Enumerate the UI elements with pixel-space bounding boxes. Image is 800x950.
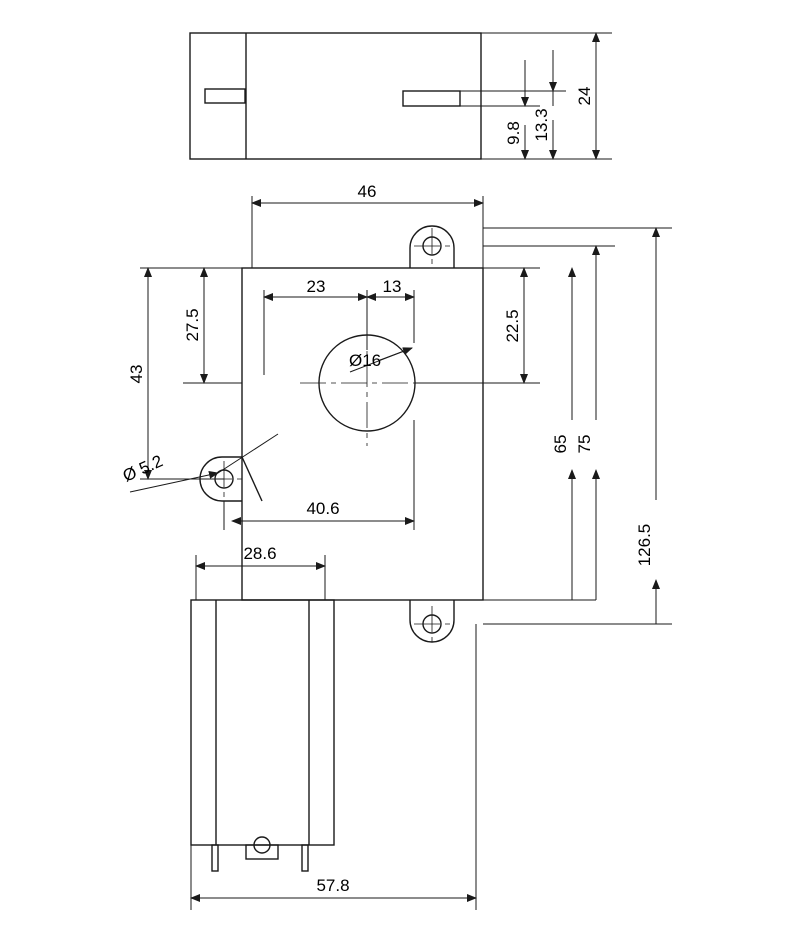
dim-46: 46	[357, 182, 377, 201]
front-view-dimension-lines	[130, 196, 672, 910]
dim-65: 65	[551, 434, 570, 454]
dim-57-8: 57.8	[316, 876, 350, 895]
dim-9-8: 9.8	[504, 121, 523, 145]
front-view-outline	[191, 226, 483, 871]
dim-13: 13	[382, 277, 402, 296]
dim-28-6: 28.6	[243, 544, 277, 563]
dim-27-5: 27.5	[183, 308, 202, 342]
dim-40-6: 40.6	[306, 499, 340, 518]
dim-13-3: 13.3	[532, 108, 551, 142]
dim-43: 43	[127, 364, 146, 384]
dim-diameter-5-2: Ø 5.2	[119, 451, 166, 486]
dim-diameter-16: Ø16	[349, 351, 382, 370]
dim-22-5: 22.5	[503, 309, 522, 343]
dim-126-5: 126.5	[635, 523, 654, 567]
dim-24: 24	[575, 86, 594, 106]
dim-75: 75	[575, 434, 594, 454]
dim-23: 23	[306, 277, 326, 296]
top-view-outline	[190, 33, 481, 159]
